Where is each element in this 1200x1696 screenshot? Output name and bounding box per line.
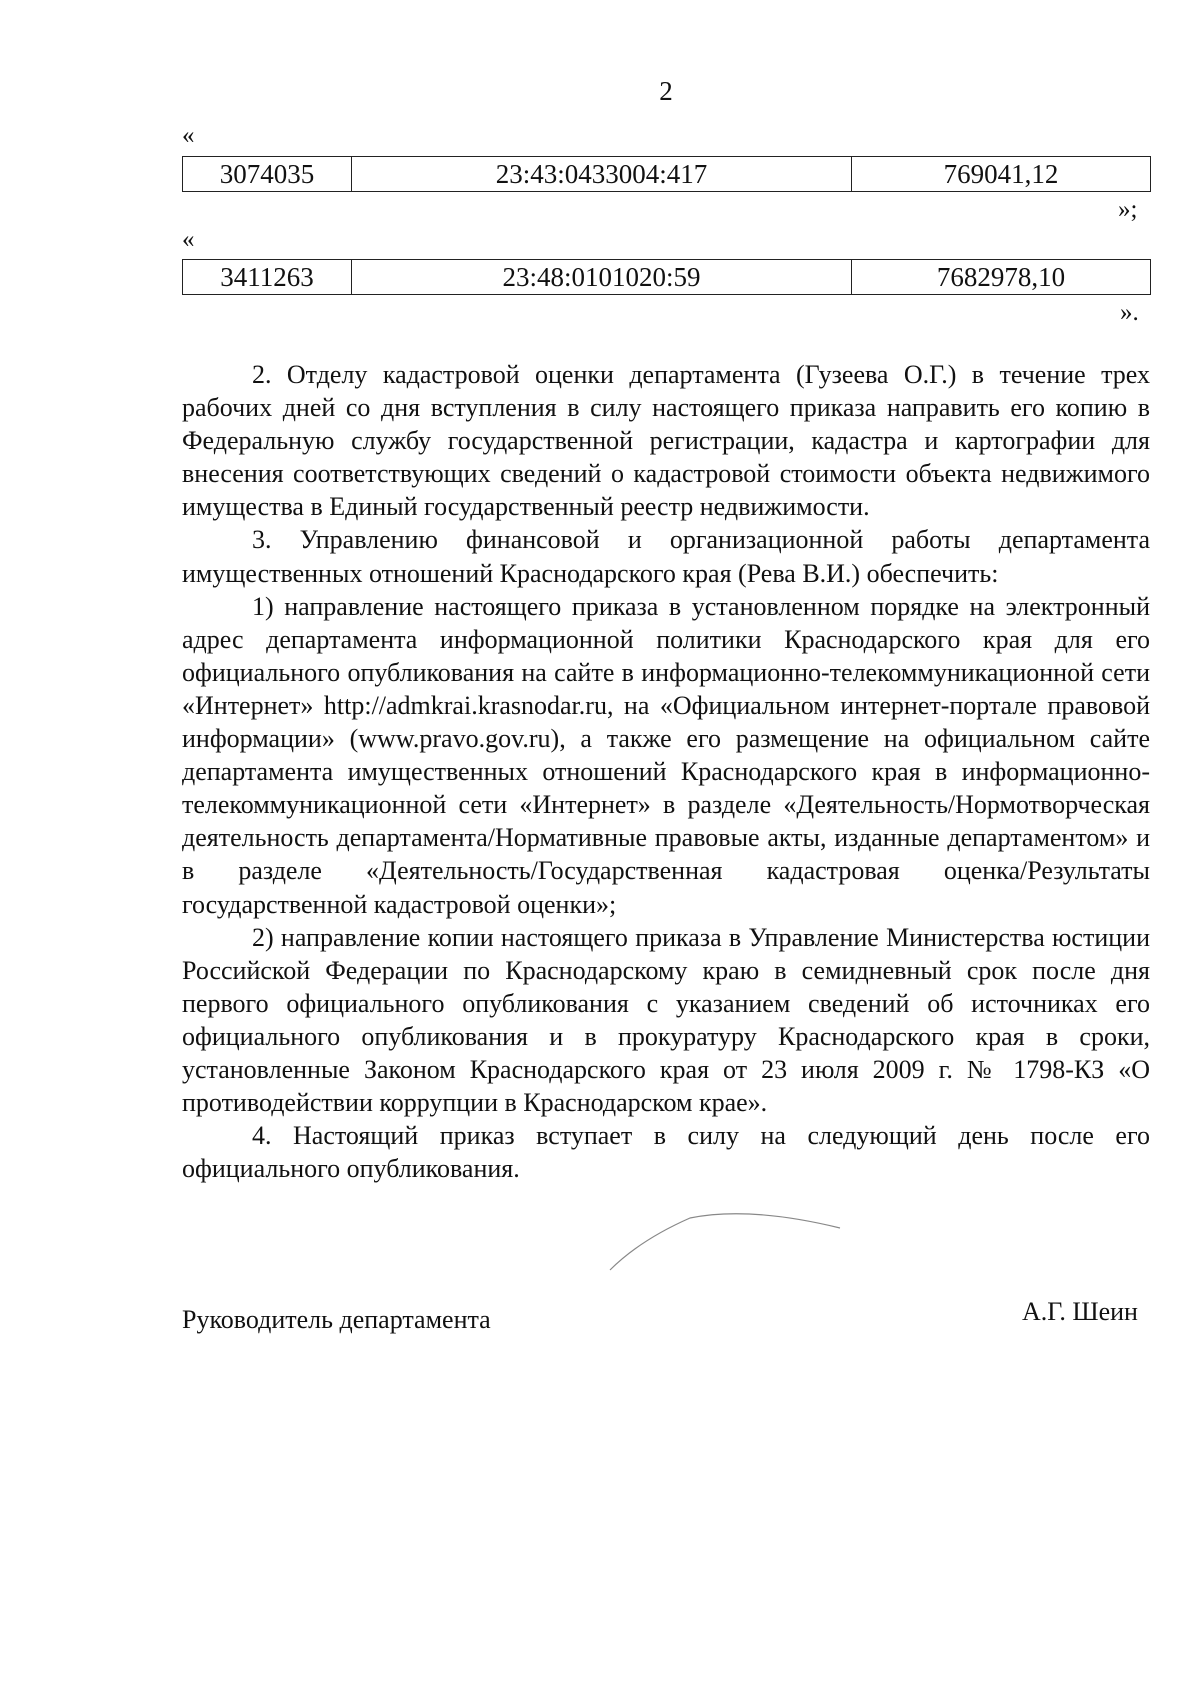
paragraph-3: 3. Управлению финансовой и организационной работы департамента имущественных отношений Краснодарского края (Рева В.И.) обеспечить: — [182, 525, 1150, 588]
object-number-cell: 3411263 — [183, 260, 352, 295]
pen-stroke-mark — [600, 1200, 860, 1280]
closing-quote: »; — [1118, 196, 1138, 223]
document-body — [182, 358, 1150, 1185]
opening-quote: « — [182, 122, 195, 149]
cadastral-number-cell: 23:43:0433004:417 — [352, 157, 852, 192]
cadastral-number-cell: 23:48:0101020:59 — [352, 260, 852, 295]
paragraph-3-item-1: 1) направление настоящего приказа в установленном порядке на электронный адрес департамента информационной политики Краснодарского края для его официального опубликования на сайте в информационно-телекоммуникационной сети «Интернет» http://admkrai.krasnodar.ru, на «Официальном интернет-портале правовой информации» (www.pravo.gov.ru), а также его размещение на официальном сайте департамента имущественных отношений Краснодарского края в информационно-телекоммуникационной сети «Интернет» в разделе «Деятельность/Нормотворческая деятельность департамента/Нормативные правовые акты, изданные департаментом» и в разделе «Деятельность/Государственная кадастровая оценка/Результаты государственной кадастровой оценки»; — [182, 591, 1150, 919]
signature-name: А.Г. Шеин — [1022, 1297, 1138, 1326]
paragraph-4: 4. Настоящий приказ вступает в силу на следующий день после его официального опубликования. — [182, 1121, 1150, 1184]
paragraph-2: 2. Отделу кадастровой оценки департамента (Гузеева О.Г.) в течение трех рабочих дней со дня вступления в силу настоящего приказа направить его копию в Федеральную службу государственной регистрации, кадастра и картографии для внесения соответствующих сведений о кадастровой стоимости объекта недвижимого имущества в Единый государственный реестр недвижимости. — [182, 360, 1150, 522]
cadastral-value-cell: 769041,12 — [852, 157, 1151, 192]
signature-title: Руководитель департамента — [182, 1305, 491, 1334]
object-number-cell: 3074035 — [183, 157, 352, 192]
opening-quote: « — [182, 226, 195, 253]
closing-quote: ». — [1120, 299, 1139, 326]
cadastral-table-row — [182, 156, 1151, 192]
cadastral-table-row — [182, 259, 1151, 295]
paragraph-3-item-2: 2) направление копии настоящего приказа в Управление Министерства юстиции Российской Федерации по Краснодарскому краю в семидневный срок после дня первого официального опубликования с указанием сведений об источниках его официального опубликования и в прокуратуру Краснодарского края в сроки, установленные Законом Краснодарского края от 23 июля 2009 г. № 1798-КЗ «О противодействии коррупции в Краснодарском крае». — [182, 922, 1150, 1118]
page-number: 2 — [659, 76, 673, 106]
cadastral-value-cell: 7682978,10 — [852, 260, 1151, 295]
